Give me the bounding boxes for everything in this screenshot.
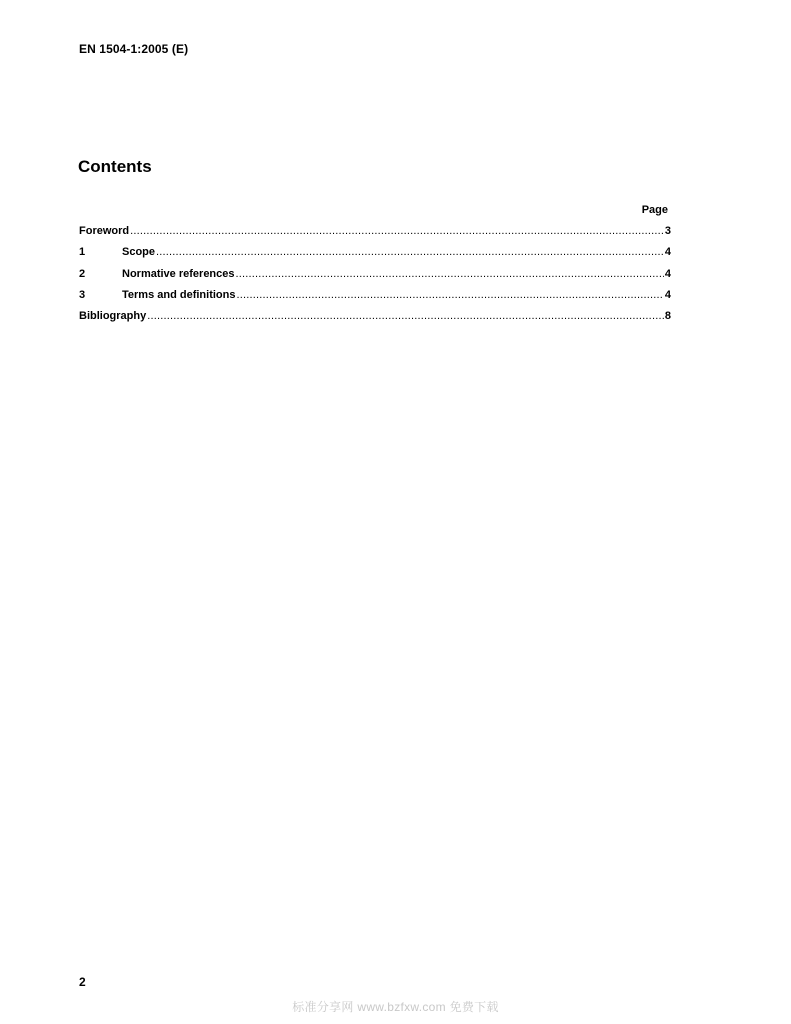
table-of-contents [79, 203, 671, 330]
toc-entry-number: 1 [79, 246, 86, 259]
toc-entry-terms-and-definitions[interactable] [79, 288, 671, 309]
toc-entry-page: 4 [664, 288, 671, 301]
page-number: 2 [79, 975, 86, 989]
toc-entry-foreword[interactable] [79, 224, 671, 245]
toc-entry-number: 2 [79, 267, 86, 280]
toc-entry-page: 4 [664, 246, 671, 259]
toc-entry-page: 3 [664, 225, 671, 237]
toc-dot-leader [236, 288, 663, 302]
page-column-label: Page [641, 204, 668, 216]
toc-entry-page: 8 [664, 310, 671, 323]
toc-entry-page: 4 [664, 267, 671, 280]
document-reference: EN 1504-1:2005 (E) [79, 42, 189, 56]
toc-entry-title: Terms and definitions [122, 288, 236, 301]
toc-dot-leader [130, 224, 664, 238]
toc-entry-scope[interactable] [79, 245, 671, 266]
toc-entry-title: Foreword [79, 225, 130, 237]
toc-entry-title: Normative references [122, 267, 235, 280]
contents-heading: Contents [78, 157, 152, 176]
toc-entry-title: Bibliography [79, 310, 147, 323]
toc-dot-leader [156, 245, 664, 259]
toc-dot-leader [147, 309, 664, 323]
site-watermark: 标准分享网 www.bzfxw.com 免费下载 [292, 1000, 499, 1014]
toc-entry-title: Scope [122, 246, 156, 259]
toc-dot-leader [236, 267, 664, 281]
toc-entry-number: 3 [79, 288, 86, 301]
toc-entry-normative-references[interactable] [79, 267, 671, 288]
toc-entry-bibliography[interactable] [79, 309, 671, 330]
